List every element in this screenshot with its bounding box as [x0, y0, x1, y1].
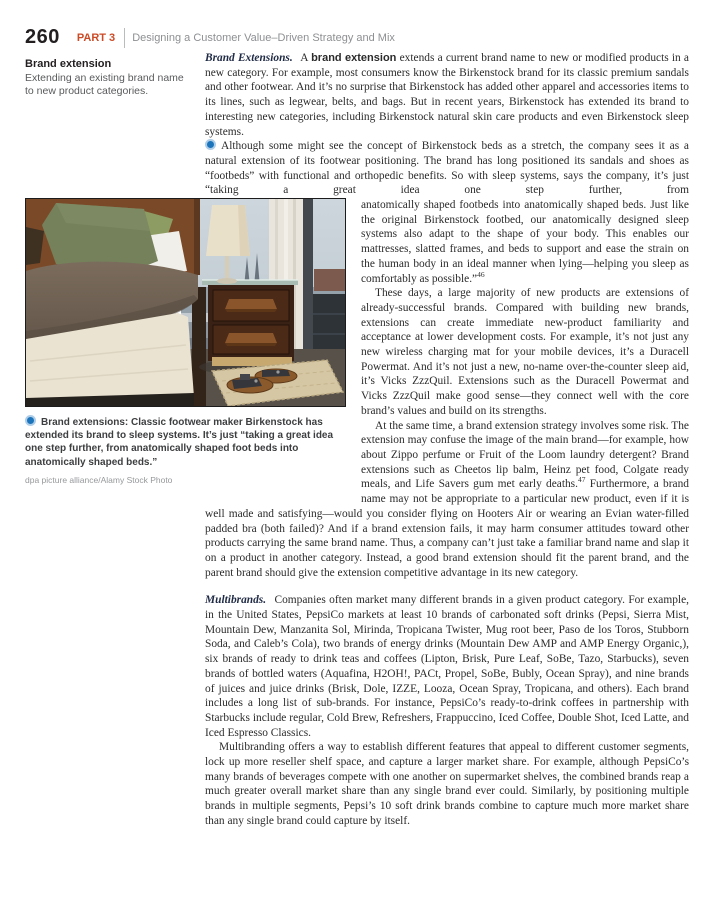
paragraph-text: anatomically shaped footbeds into anatomically shaped beds. Just like the original Birkenstock footbed, our anatomically designed sleep systems also adapt to the shape of your body. This enables our mattresses, slatted frames, and beds to support and ease the strain on the human body in an ideal manner when lying—helping you sleep as comfortably as possible.”	[361, 199, 689, 285]
margin-definition	[25, 58, 193, 99]
part-label: PART 3	[76, 31, 116, 44]
figure-birkenstock-bedroom	[25, 198, 346, 487]
key-term-brand-extension: brand extension	[311, 52, 397, 64]
footnote-marker-47: 47	[577, 475, 586, 485]
run-in-heading-brand-extensions: Brand Extensions.	[205, 52, 293, 64]
paragraph-brand-extensions-intro	[205, 51, 689, 139]
figure-caption	[25, 415, 346, 469]
lamp-stem	[225, 256, 229, 281]
paragraph-text: These days, a large majority of new products are extensions of already-successful brands. Compared with building new brands, extensions can create immediate new-product familiarity and acceptance at lower development costs. For example, it’s not just any new wireless charging mat for your mobile devices, it’s a Duracell Powermat. And it’s not just a new, no-name over-the-counter sleep aid, it’s Vicks ZzzQuil. Extensions such as the Duracell Powermat and Vicks ZzzQuil make good sense—they connect well with the core brand’s values and build on its strengths.	[361, 287, 689, 417]
figure-credit: dpa picture alliance/Alamy Stock Photo	[25, 474, 173, 485]
paragraph-text: Companies often market many different brands in a given product category. For example, in the United States, PepsiCo markets at least 10 brands of carbonated soft drinks (Pepsi, Sierra Mist, Mountain Dew, Manzanita Sol, Mirinda, Tropicana Twister, Mug root beer, Paso de los Toros, Stubborn Soda, and Caleb’s Cola), two brands of energy drinks (Mountain Dew AMP and AMP Energy Organic,), six brands of ready to drink teas and coffees (Lipton, Brisk, Pure Leaf, SoBe, Tazo, Starbucks), seven brands of bottled waters (Aquafina, H2OH!, PACt, Propel, SoBe, Bubly, Ocean Spray), and nine brands of juices and juice drinks (Brisk, Dole, IZZE, Looza, Ocean Spray, Tropicana, and others). Each brand includes a long list of sub-brands. For instance, PepsiCo’s ready-to-drink coffees in partnership with Starbucks include regular, Cold Brew, Refreshers, Frappuccino, Iced Coffee, Double Shot, Iced Latte, and Iced Espresso Classics.	[205, 594, 689, 739]
paragraph-text: Although some might see the concept of Birkenstock beds as a stretch, the company sees it as a natural extension of its footwear positioning. The brand has long positioned its sandals and shoes as “footbeds” with functional and orthopedic benefits. So with sleep systems, says the company, it’s just “taking a great idea one step further, from	[205, 140, 689, 197]
paragraph-birkenstock-example	[205, 139, 689, 198]
part-title: Designing a Customer Value–Driven Strategy and Mix	[132, 31, 395, 44]
caption-bullet-icon	[25, 415, 36, 426]
footnote-marker-46: 46	[477, 269, 485, 279]
paragraph-text: extends a current brand name to new or modified products in a new category. For example, most consumers know the Birkenstock brand for its classic premium sandals and other footwear. And it’s no surprise that Birkenstock has added other apparel and accessories items to its lines, such as legwear, belts, and bags. But in recent years, Birkenstock has extended its brand to interesting new categories, including Birkenstock natural skin care products and even Birkenstock sleep systems.	[205, 52, 689, 138]
lamp-base	[217, 278, 237, 284]
header-divider	[124, 28, 125, 48]
paragraph-text: Furthermore, a brand name may not be appropriate to a particular new product, even if it is well made and satisfying—would you consider flying on Hooters Air or wearing an Evian water-filled padded bra (both failed)? And if a brand extension fails, it may harm consumer attitudes toward other products carrying the same brand name. Thus, a company can’t just take a familiar brand name and slap it on a product in another category. Instead, a good brand extension should fit the parent brand, and the parent brand should give the extension competitive advantage in its new category.	[205, 478, 689, 579]
lead-in-text: A	[300, 52, 308, 64]
margin-definition-text: Extending an existing brand name to new product categories.	[25, 72, 184, 98]
run-in-heading-multibrands: Multibrands.	[205, 594, 267, 607]
paragraph-text: At the same time, a brand extension strategy involves some risk. The extension may confuse the image of the main brand—for example, how about Zippo perfume or Fruit of the Loom laundry detergent? Brand extensions such as Cheetos lip balm, Heinz pet food, Colgate ready meals, and Life Savers gum met early deaths.	[361, 419, 689, 491]
running-head	[25, 26, 395, 49]
example-bullet-icon	[205, 139, 216, 150]
margin-term: Brand extension	[25, 58, 112, 70]
bedroom-photo	[25, 198, 346, 407]
page-number: 260	[25, 26, 60, 48]
figure-caption-text: Brand extensions: Classic footwear maker Birkenstock has extended its brand to sleep systems. It’s just “taking a great idea one step further, from anatomically shaped foot beds into anatomically shaped beds.”	[25, 417, 334, 468]
bed-frame-side	[192, 287, 206, 406]
drawer-handle	[225, 333, 277, 343]
nightstand-glass-top	[202, 280, 298, 285]
brick-building	[314, 269, 345, 291]
paragraph-multibranding-benefits	[205, 740, 689, 828]
paragraph-multibrands-intro	[205, 593, 689, 740]
paragraph-text: Multibranding offers a way to establish different features that appeal to different customer segments, lock up more reseller shelf space, and capture a larger market share. For example, although PepsiCo’s many brands of beverages compete with one another on supermarket shelves, the combined brands reap a much greater overall market share than any single brand ever could. Similarly, by positioning multiple brands in multiple segments, Pepsi’s 10 soft drink brands combine to capture much more market share than any single brand could capture by itself.	[205, 741, 689, 827]
drawer-handle	[225, 299, 277, 309]
